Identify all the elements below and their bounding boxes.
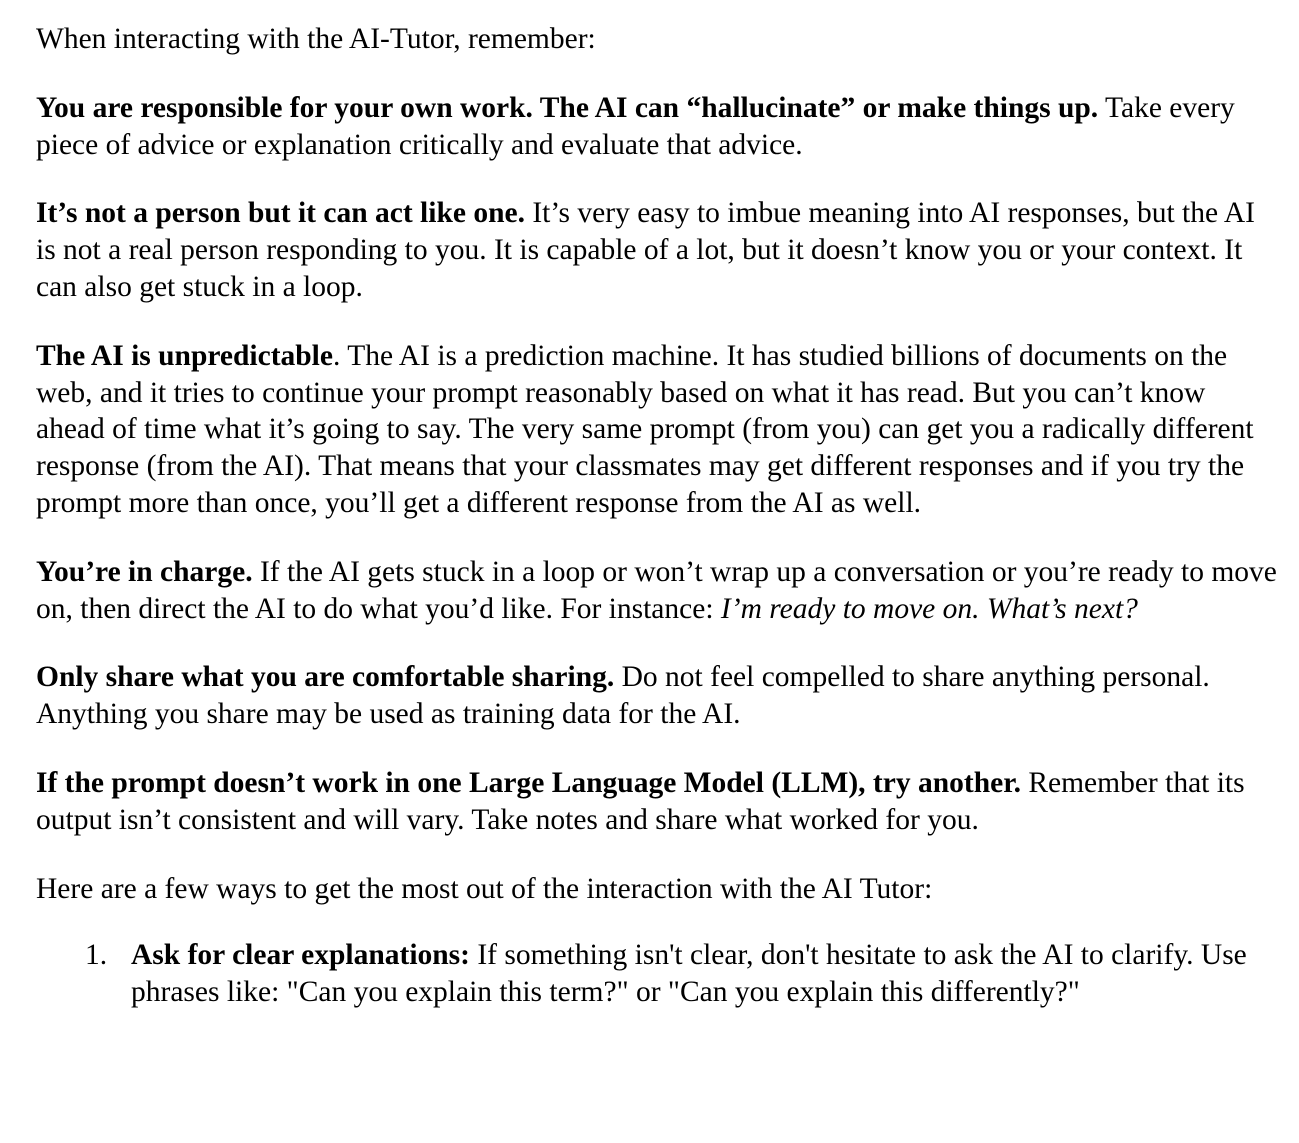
list-intro: Here are a few ways to get the most out of the interaction with the AI Tutor:	[36, 872, 933, 905]
list-item-body: If something isn't clear, don't hesitate to ask the AI to clarify. Use phrases like: "Can you explain this term?" or "Can you explain this differently?"	[131, 939, 1247, 1009]
guideline-body: Remember that its output isn’t consistent and will vary. Take notes and share what worked for you.	[36, 766, 1245, 836]
guideline-heading: If the prompt doesn’t work in one Large Language Model (LLM), try another.	[36, 766, 1021, 799]
guideline-responsibility	[36, 90, 1281, 164]
list-item-heading: Ask for clear explanations:	[131, 939, 470, 972]
list-item	[36, 937, 1281, 1011]
guideline-body: If the AI gets stuck in a loop or won’t wrap up a conversation or you’re ready to move on, then direct the AI to do what you’d like. For instance:	[36, 555, 1277, 625]
guideline-body: Take every piece of advice or explanation critically and evaluate that advice.	[36, 91, 1235, 161]
guideline-heading: The AI is unpredictable	[36, 339, 333, 372]
guideline-body: It’s very easy to imbue meaning into AI responses, but the AI is not a real person responding to you. It is capable of a lot, but it doesn’t know you or your context. It can also get stuck in a loop.	[36, 197, 1255, 303]
guideline-body: . The AI is a prediction machine. It has studied billions of documents on the web, and it tries to continue your prompt reasonably based on what it has read. But you can’t know ahead of time what it’s going to say. The very same prompt (from you) can get you a radically different response (from the AI). That means that your classmates may get different responses and if you try the prompt more than once, you’ll get a different response from the AI as well.	[36, 339, 1254, 519]
list-number: 1.	[85, 939, 108, 972]
guideline-heading: You’re in charge.	[36, 555, 253, 588]
guideline-share	[36, 659, 1281, 733]
tips-list	[36, 937, 1281, 1011]
guideline-body: Do not feel compelled to share anything personal. Anything you share may be used as training data for the AI.	[36, 661, 1210, 731]
guideline-heading: It’s not a person but it can act like one.	[36, 197, 525, 230]
guideline-heading: You are responsible for your own work. The AI can “hallucinate” or make things up.	[36, 91, 1099, 124]
guideline-heading: Only share what you are comfortable sharing.	[36, 661, 615, 694]
guideline-unpredictable	[36, 338, 1281, 522]
guideline-try-another	[36, 765, 1281, 839]
guideline-not-a-person	[36, 195, 1281, 305]
guideline-in-charge	[36, 554, 1281, 628]
intro-text: When interacting with the AI-Tutor, remember:	[36, 23, 596, 55]
guideline-example: I’m ready to move on. What’s next?	[720, 592, 1138, 625]
document-page	[36, 21, 1281, 1011]
